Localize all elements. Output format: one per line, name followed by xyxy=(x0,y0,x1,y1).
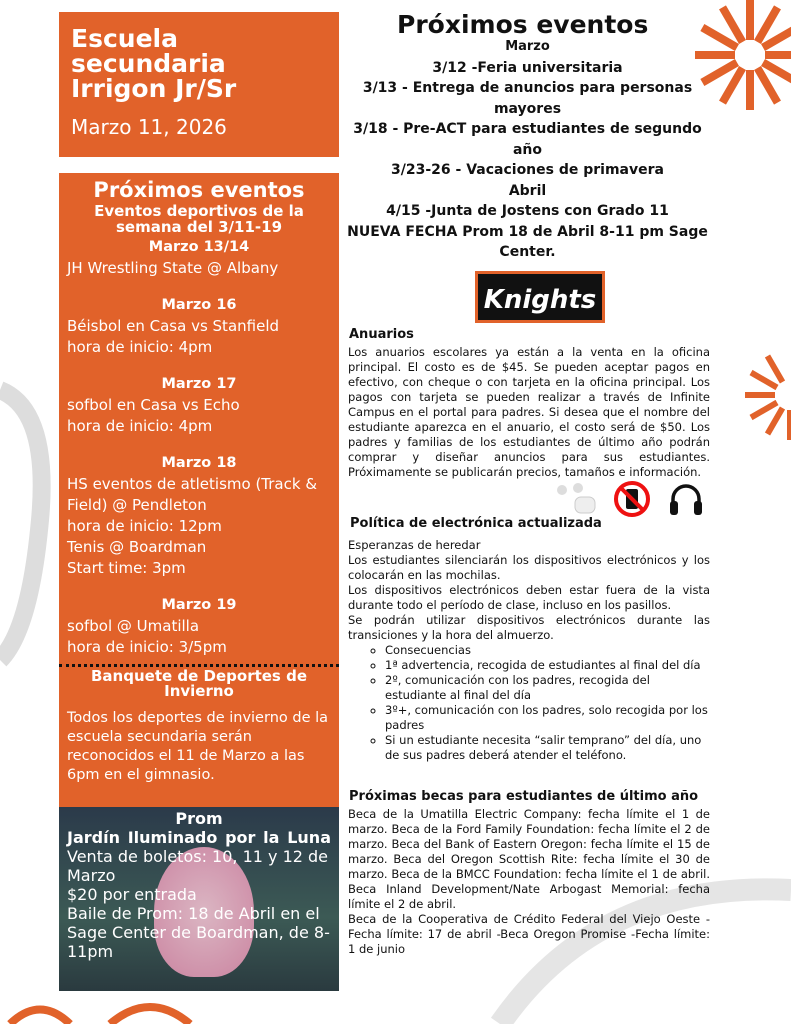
event-date: Marzo 17 xyxy=(161,376,237,392)
earbuds-icon xyxy=(550,482,600,516)
electronics-title: Política de electrónica actualizada xyxy=(350,515,602,531)
event-item: 3/12 -Feria universitaria xyxy=(432,59,623,76)
event-item: 3/23-26 - Vacaciones de primavera xyxy=(391,162,664,178)
sports-events-panel xyxy=(59,173,339,991)
electronics-line: Los estudiantes silenciarán los dispositivos electrónicos y los colocarán en las mochilas. xyxy=(348,552,710,582)
panel-title: Próximos eventos xyxy=(93,178,305,202)
event-line: JH Wrestling State @ Albany xyxy=(67,259,279,277)
event-line: Tenis @ Boardman xyxy=(67,538,207,556)
banquet-text: Todos los deportes de invierno de la escuela secundaria serán reconocidos el 11 de Marzo a las 6pm en el gimnasio. xyxy=(67,710,329,783)
sunburst-decoration xyxy=(730,340,791,450)
event-item: 3/18 - Pre-ACT para estudiantes de segundo año xyxy=(353,121,702,158)
electronics-text xyxy=(345,538,710,643)
no-phone-icon xyxy=(613,480,651,518)
prom-line: Venta de boletos: 10, 11 y 12 de Marzo xyxy=(67,847,329,885)
banquet-title: Banquete de Deportes de Invierno xyxy=(91,667,307,700)
newsletter-date: Marzo 11, 2026 xyxy=(71,115,227,139)
prom-section xyxy=(59,807,339,991)
event-item: NUEVA FECHA Prom 18 de Abril 8-11 pm Sage Center. xyxy=(347,223,708,260)
event-line: Béisbol en Casa vs Stanfield xyxy=(67,317,280,335)
event-line: hora de inicio: 3/5pm xyxy=(67,638,227,656)
school-header xyxy=(59,12,339,157)
event-date: Marzo 18 xyxy=(161,455,237,471)
yearbook-text: Los anuarios escolares ya están a la venta en la oficina principal. El costo es de $45. Se pueden aceptar pagos en efectivo, con cheque o con tarjeta en la oficina principal. Los pagos con tarjeta se pueden realizar a través de Infinite Campus en el portal para padres. Si desea que el nombre del estudiante aparezca en el anuario, el costo será de $50. Los padres y familias de los estudiantes de último año podrán comprar y diseñar anuncios para sus estudiantes. Próximamente se publicarán precios, tamaños e información. xyxy=(348,344,710,479)
event-line: hora de inicio: 12pm xyxy=(67,517,222,535)
electronics-line: Esperanzas de heredar xyxy=(348,537,481,552)
right-column xyxy=(345,12,710,957)
event-item: 3/13 - Entrega de anuncios para personas mayores xyxy=(362,80,693,117)
event-item: Marzo xyxy=(505,39,550,54)
event-line: Start time: 3pm xyxy=(67,559,186,577)
consequence-item: ◦ 2º, comunicación con los padres, recogida del estudiante al final del día xyxy=(385,673,710,703)
event-line: hora de inicio: 4pm xyxy=(67,338,213,356)
electronics-line: Los dispositivos electrónicos deben estar fuera de la vista durante todo el período de clase, incluso en los pasillos. xyxy=(348,582,710,612)
electronics-line: Se podrán utilizar dispositivos electrónicos durante las transiciones y la hora del almuerzo. xyxy=(348,612,710,642)
school-name: Escuela secundaria Irrigon Jr/Sr xyxy=(71,24,237,103)
scholarships-title: Próximas becas para estudiantes de último año xyxy=(349,788,699,804)
swirl-decoration xyxy=(0,370,60,670)
event-line: HS eventos de atletismo (Track & Field) @ Pendleton xyxy=(67,475,318,514)
consequence-item: ◦ Si un estudiante necesita “salir temprano” del día, uno de sus padres deberá atender el teléfono. xyxy=(385,733,710,763)
event-line: hora de inicio: 4pm xyxy=(67,417,213,435)
prom-line: $20 por entrada xyxy=(67,885,197,904)
headphones-icon xyxy=(667,480,705,518)
event-line: sofbol en Casa vs Echo xyxy=(67,396,240,414)
events-list xyxy=(345,37,710,263)
event-date: Marzo 19 xyxy=(161,597,237,613)
consequence-item: ◦ 1ª advertencia, recogida de estudiantes al final del día xyxy=(385,658,710,673)
knights-logo: Knights xyxy=(475,271,605,323)
prom-line: Baile de Prom: 18 de Abril en el Sage Center de Boardman, de 8-11pm xyxy=(67,904,330,961)
scholarships-text: Beca de la Umatilla Electric Company: fecha límite el 1 de marzo. Beca de la Ford Family Foundation: fecha límite el 2 de marzo. Beca del Bank of Eastern Oregon: fecha límite el 15 de marzo. Beca del Oregon Scottish Rite: fecha límite el 30 de marzo. Beca de la BMCC Foundation: fecha límite el 1 de abril. Beca Inland Development/Nate Arbogast Memorial: fecha límite el 2 de abril. xyxy=(348,806,710,911)
event-date: Marzo 13/14 xyxy=(148,239,250,255)
event-item: Abril xyxy=(508,182,547,199)
events-title: Próximos eventos xyxy=(397,10,649,39)
scholarships-text: Beca de la Cooperativa de Crédito Federal del Viejo Oeste -Fecha límite: 17 de abril -Beca Oregon Promise -Fecha límite: 1 de junio xyxy=(348,911,710,956)
prom-subtitle: Jardín Iluminado por la Luna xyxy=(67,828,331,847)
panel-subtitle: Eventos deportivos de la semana del 3/11-19 xyxy=(94,202,304,236)
event-line: sofbol @ Umatilla xyxy=(67,617,200,635)
consequences-list xyxy=(345,643,710,763)
prom-title: Prom xyxy=(175,809,223,828)
consequence-item: ◦ Consecuencias xyxy=(385,643,710,658)
yearbook-title: Anuarios xyxy=(349,326,414,342)
arc-decoration xyxy=(0,990,300,1024)
event-date: Marzo 16 xyxy=(161,297,237,313)
event-item: 4/15 -Junta de Jostens con Grado 11 xyxy=(386,203,669,219)
consequence-item: ◦ 3º+, comunicación con los padres, solo recogida por los padres xyxy=(385,703,710,733)
